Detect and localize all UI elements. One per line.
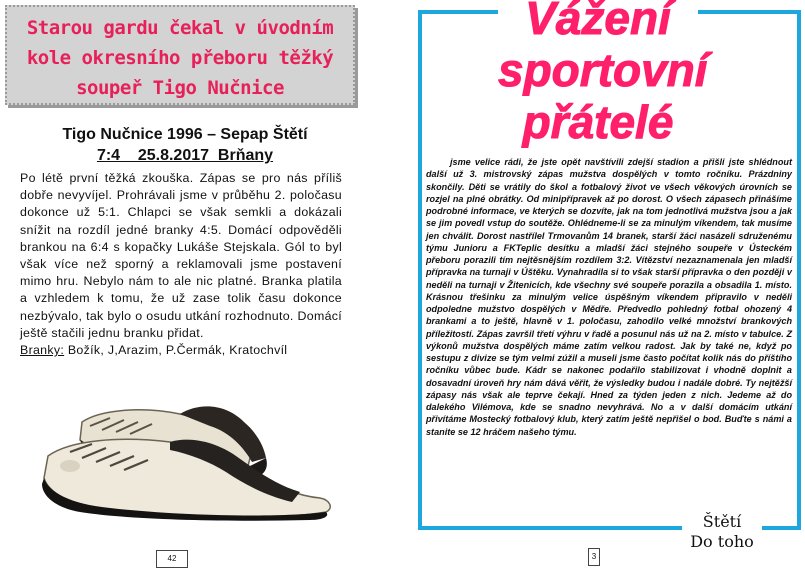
headline-box bbox=[5, 5, 355, 105]
signoff bbox=[682, 512, 762, 552]
scorers-names: Božík, J,Arazim, P.Čermák, Kratochvíl bbox=[64, 343, 288, 358]
match-report bbox=[20, 170, 342, 359]
left-page bbox=[0, 0, 400, 570]
signoff-place: Štětí bbox=[702, 512, 742, 531]
greeting-title-line: Vážení bbox=[525, 0, 671, 44]
match-result-date-venue: 7:4 25.8.2017 Brňany bbox=[96, 147, 274, 164]
greeting-article: jsme velice rádi, že jste opět navštívili zdejší stadion a přišli jste shlédnout další už 3. mistrovský zápas mužstva dospělých v tomto ročníku. Prázdniny skončily. Děti se vrátily do škol a fotbalový život ve všech věkových úrovních se rozjel na plné obrátky. Od minipřípravek až po dorost. O všech zápasech přinášíme podrobné informace, ve kterých se dozvíte, jak na tom jednotlivá mužstva jsou a jak se jim povedl vstup do soutěže. Ohlédneme-li se za minulým víkendem, tak musíme jen chválit. Dorost nastřílel Trmovanům 14 branek, starší žáci nasázeli sdruženému týmu Junioru a FKTeplic desítku a mladší žáci stejného soupeře v Ústeckém přeboru porazili tím nejtěsnějším rozdílem 3:2. Vítězství nezaznamenala jen mladší přípravka na turnaji v Úštěku. Vynahradila si to však starší přípravka o den později v neděli na turnaji v Žitenicích, kde všechny své soupeře porazila a obsadila 1. místo. Krásnou třešinku za minulým velice úspěšným víkendem připravilo v neděli odpoledne mužstvo dospělých v Mědře. Předvedlo pohledný fotbal ohozený 4 brankami a to ještě, hlavně v 1. poločasu, zahodilo velké množství brankových příležitostí. Zápas završil třetí výhru v řadě a posunul nás už na 2. místo v tabulce. Z výkonů mužstva dospělých máme zatím velkou radost. Jak by také ne, když po sestupu z divize se tým velmi zúžil a museli jsme často počítat kolik nás do příštího ročníku vůbec bude. Kádr se nakonec podařilo stabilizovat i vhodně doplnit a dosavadní úroveň hry nám dává věřit, že výsledky budou i nadále dobré. Ty nejtěžší zápasy nás však ale teprve čekají. Hned za týden jeden z nich. Jedeme až do dalekého Vilémova, kde se snadno nevyhrává. No a v další domácím utkání přivítáme Mostecký fotbalový klub, který zatím ještě nepřišel o bod. Buďte s námi a stanite se 12 hráčem našeho týmu. bbox=[426, 157, 792, 437]
headline-line: kole okresního přeboru těžký bbox=[26, 47, 334, 69]
scorers-line bbox=[20, 342, 342, 359]
signoff-slogan: Do toho bbox=[690, 532, 754, 551]
greeting-title-line: přátelé bbox=[522, 96, 674, 148]
football-boots-photo bbox=[30, 392, 348, 522]
right-page bbox=[402, 0, 805, 570]
match-score-title bbox=[20, 124, 350, 166]
page-number: 3 bbox=[588, 548, 600, 566]
match-teams: Tigo Nučnice 1996 – Sepap Štětí bbox=[62, 126, 308, 143]
match-report-text: Po létě první těžká zkouška. Zápas se pro nás příliš dobře nevyvíjel. Prohrávali jsme v průběhu 2. poločasu dokonce už 5:1. Chlapci se však semkli a dokázali snížit na rozdíl jedné branky 4:5. Domácí odpověděli brankou na 6:4 s kopačky Lukáše Stejskala. Gól to byl však více než sporný a reklamovali jsme postavení mimo hru. Nebylo nám to ale nic platné. Branka platila a vzhledem k tomu, že už zase tolik času dokonce nezbývalo, tak bylo o osudu utkání rozhodnuto. Domácí ještě stačili jednu branku přidat. bbox=[20, 171, 342, 340]
greeting-title bbox=[498, 0, 708, 148]
headline-line: soupeř Tigo Nučnice bbox=[76, 77, 284, 99]
greeting-title-line: sportovní bbox=[498, 44, 708, 96]
scorers-label: Branky: bbox=[20, 343, 65, 358]
page-number: 42 bbox=[156, 550, 188, 568]
headline-line: Starou gardu čekal v úvodním bbox=[26, 17, 334, 39]
